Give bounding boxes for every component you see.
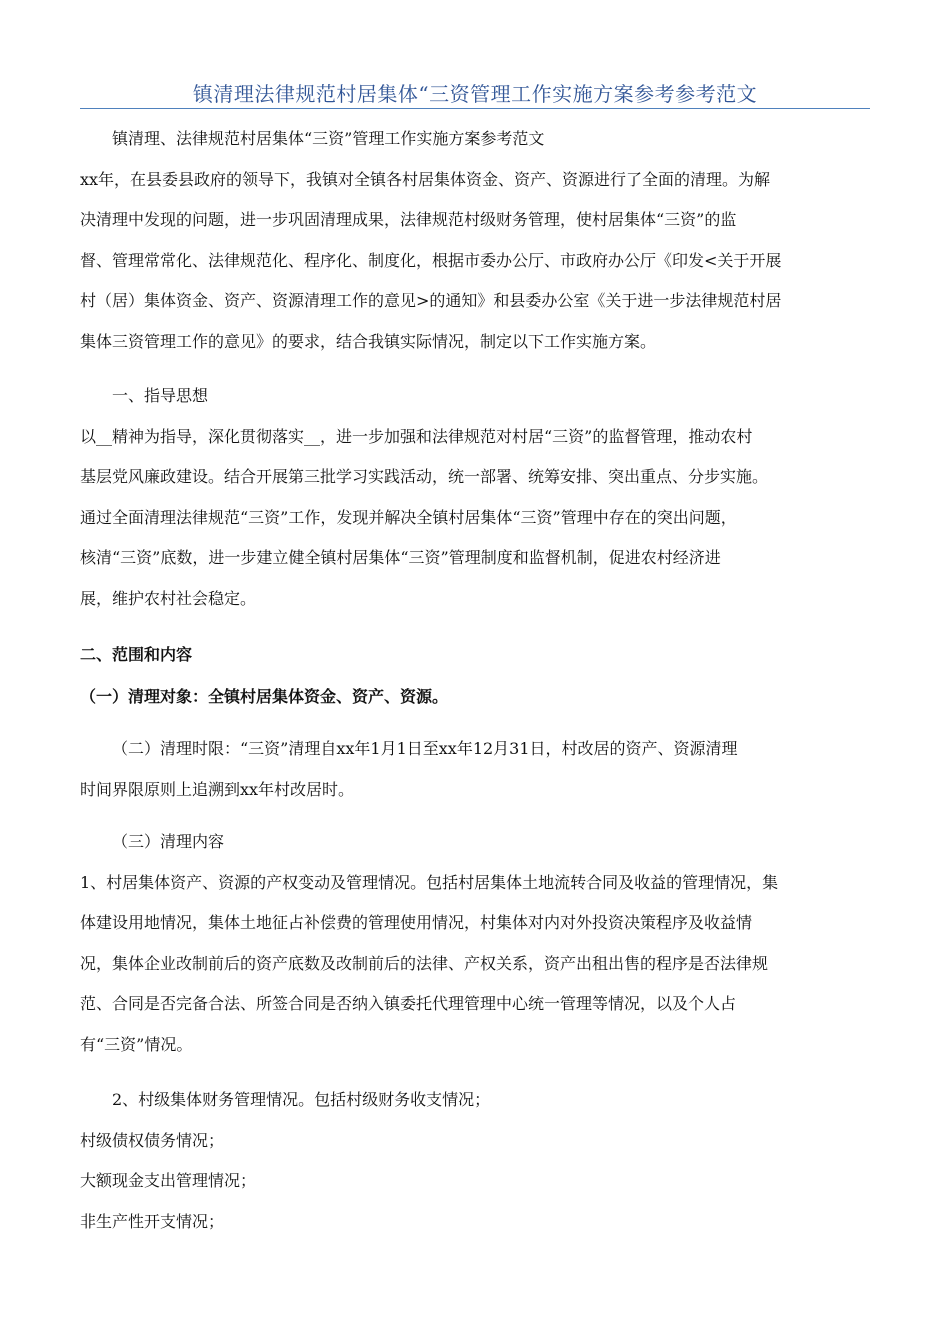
section2-heading-text: 二、范围和内容: [80, 645, 193, 664]
intro-line: 督、管理常常化、法律规范化、程序化、制度化，根据市委办公厅、市政府办公厅《印发<关于开展: [80, 250, 782, 270]
page-title: 镇清理法律规范村居集体“三资管理工作实施方案参考参考范文: [192, 82, 758, 106]
section1-line: 核清“三资”底数，进一步建立健全镇村居集体“三资”管理制度和监督机制，促进农村经济进: [80, 548, 721, 567]
section2-item2: [80, 729, 870, 810]
intro-line: 集体三资管理工作的意见》的要求，结合我镇实际情况，制定以下工作实施方案。: [80, 331, 657, 351]
intro-line: 决清理中发现的问题，进一步巩固清理成果，法律规范村级财务管理，使村居集体“三资”的监: [80, 210, 737, 229]
section2-item1: [80, 677, 870, 718]
section2-heading: [80, 635, 870, 676]
point1-line: 1、村居集体资产、资源的产权变动及管理情况。包括村居集体土地流转合同及收益的管理情况，集: [80, 872, 779, 892]
point1-line: 范、合同是否完备合法、所签合同是否纳入镇委托代理管理中心统一管理等情况，以及个人占: [80, 994, 737, 1013]
section1-heading: 一、指导思想: [112, 386, 209, 405]
section2-item2-line: （二）清理时限：“三资”清理自xx年1月1日至xx年12月31日，村改居的资产、资源清理: [112, 739, 738, 758]
intro-subtitle: 镇清理、法律规范村居集体“三资”管理工作实施方案参考范文: [112, 129, 545, 148]
point2-intro: 2、村级集体财务管理情况。包括村级财务收支情况；: [112, 1090, 491, 1109]
section1-line: 以__精神为指导，深化贯彻落实__，进一步加强和法律规范对村居“三资”的监督管理，推动农村: [80, 426, 753, 446]
point2-block: [80, 1080, 870, 1242]
section2-item3-heading: （三）清理内容: [112, 832, 225, 851]
section2-item2-line: 时间界限原则上追溯到xx年村改居时。: [80, 779, 355, 799]
section1-line: 展，维护农村社会稳定。: [80, 588, 257, 608]
title-divider: [80, 108, 870, 109]
point2-item: 村级债权债务情况；: [80, 1130, 225, 1150]
intro-line: xx年，在县委县政府的领导下，我镇对全镇各村居集体资金、资产、资源进行了全面的清理。为解: [80, 169, 771, 189]
point2-item: 非生产性开支情况；: [80, 1211, 225, 1231]
point1-line: 况，集体企业改制前后的资产底数及改制前后的法律、产权关系，资产出租出售的程序是否法律规: [80, 953, 769, 973]
section1-block: [80, 376, 870, 619]
section1-line: 通过全面清理法律规范“三资”工作，发现并解决全镇村居集体“三资”管理中存在的突出问题，: [80, 507, 737, 527]
intro-line: 村（居）集体资金、资产、资源清理工作的意见>的通知》和县委办公室《关于进一步法律规范村居: [80, 291, 782, 310]
intro-block: [80, 119, 870, 362]
point1-line: 有“三资”情况。: [80, 1034, 193, 1054]
section2-item1-text: （一）清理对象：全镇村居集体资金、资产、资源。: [80, 687, 449, 706]
section1-line: 基层党风廉政建设。结合开展第三批学习实践活动，统一部署、统筹安排、突出重点、分步实施。: [80, 467, 769, 486]
point2-item: 大额现金支出管理情况；: [80, 1171, 257, 1190]
point1-line: 体建设用地情况，集体土地征占补偿费的管理使用情况，村集体对内对外投资决策程序及收益情: [80, 913, 753, 932]
section2-item3: [80, 822, 870, 1065]
